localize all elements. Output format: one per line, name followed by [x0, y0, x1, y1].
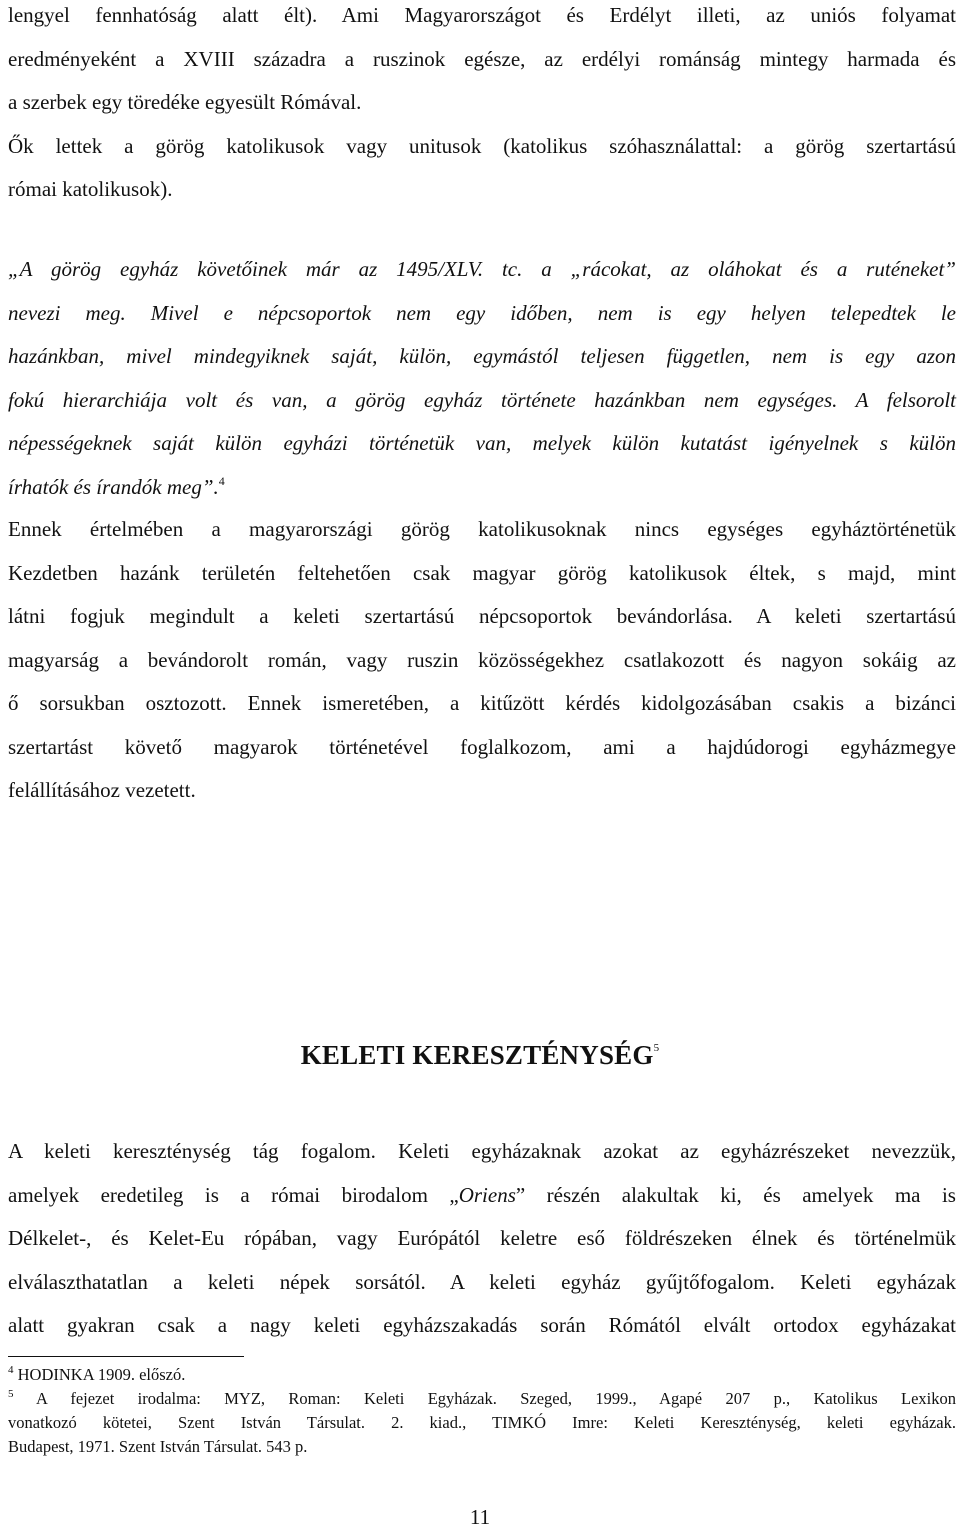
footnote-ref-4[interactable]: 4 [218, 473, 225, 488]
text-line: a szerbek egy töredéke egyesült Rómával. [8, 90, 362, 114]
text-line: ő sorsukban osztozott. Ennek ismeretében, a kitűzött kérdés kidolgozásában csakis a bizánci [8, 691, 956, 715]
footnote-num: 4 [8, 1364, 14, 1376]
quote-line-rest: Mivel e népcsoportok nem egy időben, nem is egy helyen telepedtek le [150, 300, 956, 325]
footnote-5 [8, 1387, 956, 1411]
text-line: A keleti kereszténység tág fogalom. Keleti egyházaknak azokat az egyházrészeket nevezzük, [8, 1139, 956, 1163]
text-line: alatt gyakran csak a nagy keleti egyházszakadás során Rómától elvált ortodox egyházakat [8, 1313, 956, 1337]
text-line: lengyel fennhatóság alatt élt). Ami Magyarországot és Erdélyt illeti, az uniós folyamat [8, 3, 956, 27]
text-line: látni fogjuk megindult a keleti szertartású népcsoportok bevándorlása. A keleti szertartású [8, 604, 956, 628]
text-line: Ők lettek a görög katolikusok vagy unitusok (katolikus szóhasználattal: a görög szertartású [8, 133, 956, 158]
text-line: Ennek értelmében a magyarországi görög katolikusoknak nincs egységes egyháztörténetük [8, 517, 956, 541]
quote-line-start: nevezi meg. [8, 300, 126, 325]
page-number: 11 [469, 1505, 491, 1529]
quote-line [8, 466, 956, 510]
text-line: felállításához vezetett. [8, 778, 196, 802]
text-line: eredményeként a XVIII századra a ruszinok egésze, az erdélyi románság mintegy harmada és [8, 46, 956, 71]
footnotes [8, 1363, 956, 1459]
quote-line [8, 292, 956, 336]
text-line: Délkelet-, és Kelet-Eu rópában, vagy Európától keletre eső földrészeken élnek és történelmük [8, 1226, 956, 1250]
text-line [8, 1174, 956, 1218]
footnote-5-cont: vonatkozó kötetei, Szent István Társulat. 2. kiad., TIMKÓ Imre: Keleti Kereszténység, keleti egyházak. [8, 1413, 956, 1432]
quote-paragraph [8, 248, 956, 509]
text-line: Kezdetben hazánk területén feltehetően csak magyar görög katolikusok éltek, s majd, mint [8, 560, 956, 585]
footnote-5-cont: Budapest, 1971. Szent István Társulat. 543 p. [8, 1437, 308, 1456]
quote-line: „A görög egyház követőinek már az 1495/XLV. tc. a „rácokat, az oláhokat és a ruténeket” [8, 257, 956, 281]
quote-line: hazánkban, mivel mindegyiknek saját, külön, egymástól teljesen független, nem is egy azon [8, 344, 956, 368]
paragraph-main [8, 508, 956, 813]
footnote-4 [8, 1363, 956, 1387]
line-after: ” részén alakultak ki, és amelyek ma is [515, 1182, 956, 1207]
paragraph-eastern [8, 1130, 956, 1348]
paragraph-intro [8, 0, 956, 212]
line-before: amelyek eredetileg is a római birodalom „ [8, 1182, 459, 1207]
section-heading [0, 1040, 960, 1071]
text-line: magyarság a bevándorolt román, vagy ruszin közösségekhez csatlakozott és nagyon sokáig az [8, 647, 956, 672]
text-line: szertartást követő magyarok történetével foglalkozom, ami a hajdúdorogi egyházmegye [8, 734, 956, 759]
footnote-text: HODINKA 1909. előszó. [13, 1365, 186, 1384]
quote-last-line: írhatók és írandók meg”. [8, 474, 219, 499]
footnote-text: A fejezet irodalma: MYZ, Roman: Keleti Egyházak. Szeged, 1999., Agapé 207 p., Katolikus Lexikon [13, 1389, 956, 1408]
text-line: római katolikusok). [8, 177, 173, 201]
oriens-term: Oriens [458, 1182, 516, 1207]
footnote-num: 5 [8, 1388, 14, 1400]
footnote-separator [8, 1356, 244, 1357]
text-line: elválaszthatatlan a keleti népek sorsától. A keleti egyház gyűjtőfogalom. Keleti egyházak [8, 1269, 956, 1294]
footnote-ref-5[interactable]: 5 [653, 1042, 660, 1054]
quote-line: népességeknek saját külön egyházi történetük van, melyek külön kutatást igényelnek s külön [8, 431, 956, 455]
heading-text: KELETI KERESZTÉNYSÉG [300, 1040, 654, 1070]
quote-line: fokú hierarchiája volt és van, a görög egyház története hazánkban nem egységes. A felsorolt [8, 387, 956, 412]
